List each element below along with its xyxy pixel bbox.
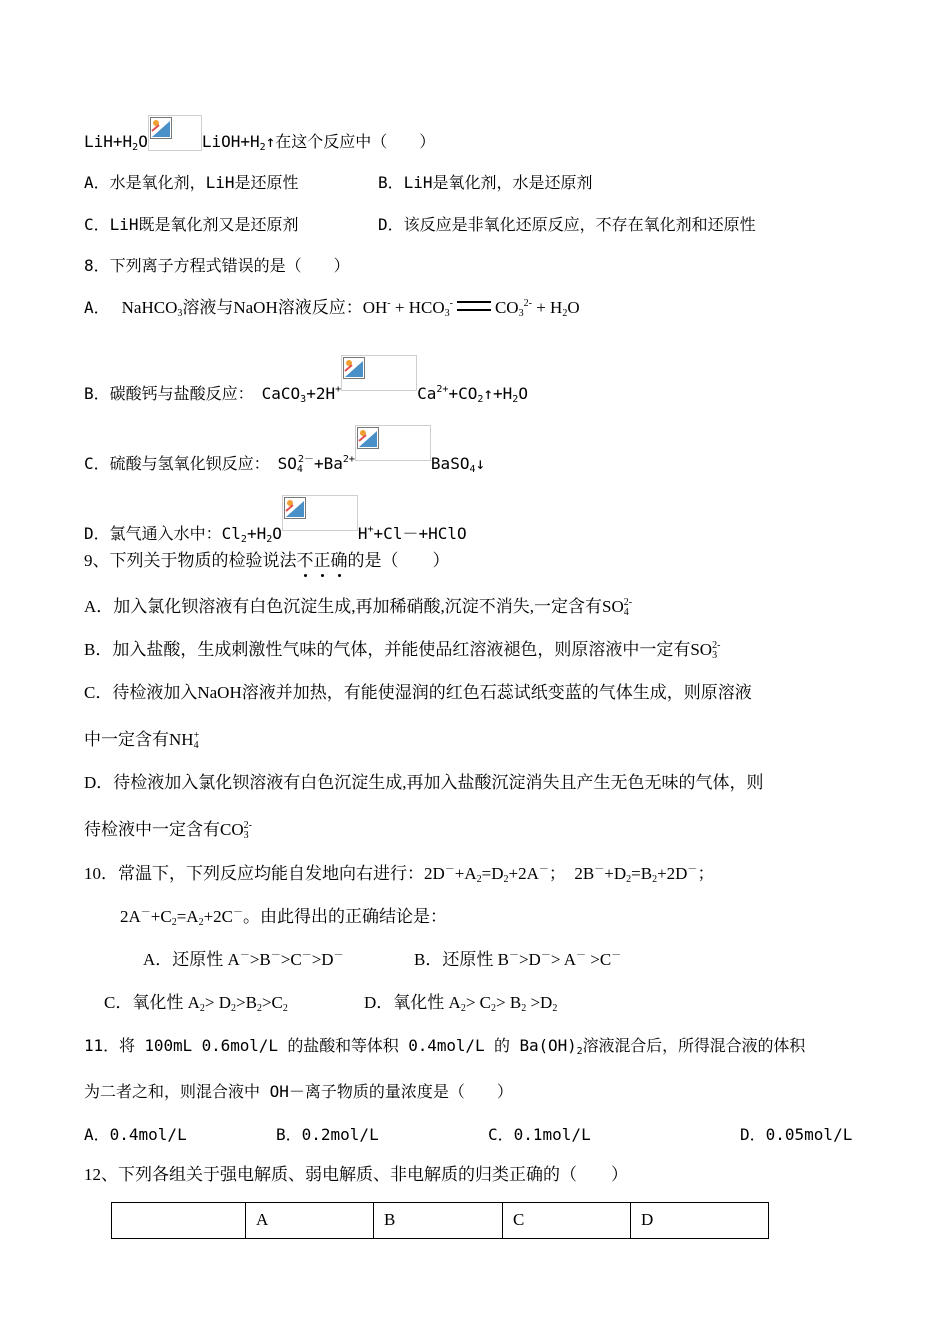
table-header-cell: A (246, 1203, 374, 1239)
q7-option-c: C．LiH既是氧化剂又是还原剂 (84, 215, 299, 234)
q9-option-d-line2: 待检液中一定含有$CO_3^{2-}$ (84, 820, 252, 841)
table-row (112, 1203, 769, 1239)
q11-stem-line1: 11．将 100mL 0.6mol/L 的盐酸和等体积 0.4mol/L 的 $Ba(OH)_2$溶液混合后，所得混合液的体积 (84, 1036, 806, 1057)
equals-sign-icon (457, 301, 491, 311)
q7-option-a: A．水是氧化剂，LiH是还原性 (84, 173, 299, 192)
reaction-arrow-image-icon (341, 355, 417, 391)
q11-stem-line2: 为二者之和，则混合液中 OH－离子物质的量浓度是（ ） (84, 1082, 513, 1101)
q8-stem: 8．下列离子方程式错误的是（ ） (84, 256, 350, 275)
q10-option-d: D．氧化性 $A_2> C_2> B_2 >D_2$ (364, 993, 558, 1014)
reaction-arrow-image-icon (355, 425, 431, 461)
q9-option-b: B．加入盐酸，生成刺激性气味的气体，并能使品红溶液褪色，则原溶液中一定有$SO_3^{2-}$ (84, 640, 721, 661)
q12-table (111, 1202, 769, 1239)
q9-stem: 9、下列关于物质的检验说法不正确 的是（ ） (84, 550, 450, 572)
q7-equation: $LiH+H_2O$ $LiOH+H_2↑$在这个反应中（ ） (84, 115, 435, 153)
q10-stem-line1: 10．常温下，下列反应均能自发地向右进行：$2D^-+A_2=D_2+2A^-$； $2B^-+D_2=B_2+2D^-$； (84, 864, 715, 885)
q9-option-c-line1: C．待检液加入NaOH溶液并加热，有能使湿润的红色石蕊试纸变蓝的气体生成，则原溶液 (84, 683, 752, 702)
q11-option-c: C．0.1mol/L (488, 1125, 591, 1144)
table-header-cell: B (374, 1203, 503, 1239)
q10-option-b: B．还原性 B－>D－> A－ >C－ (414, 950, 622, 969)
q7-option-d: D．该反应是非氧化还原反应，不存在氧化剂和还原性 (378, 215, 756, 234)
table-header-cell: D (631, 1203, 769, 1239)
q12-stem: 12、下列各组关于强电解质、弱电解质、非电解质的归类正确的（ ） (84, 1165, 628, 1184)
q11-option-a: A．0.4mol/L (84, 1125, 187, 1144)
q9-option-a: A．加入氯化钡溶液有白色沉淀生成,再加稀硝酸,沉淀不消失,一定含有$SO_4^{2-}$ (84, 597, 633, 618)
reaction-arrow-image-icon (282, 495, 358, 531)
q7-option-b: B．LiH是氧化剂，水是还原剂 (378, 173, 593, 192)
q11-option-b: B．0.2mol/L (276, 1125, 379, 1144)
q11-option-d: D．0.05mol/L (740, 1125, 853, 1144)
q8-option-c: C．硫酸与氢氧化钡反应： $SO_4^{2-}+Ba^{2+}$ BaSO$_4$↓ (84, 425, 485, 475)
q8-option-d: D．氯气通入水中：$Cl_2+H_2O$ H++Cl－+HClO (84, 495, 467, 545)
table-header-cell (112, 1203, 246, 1239)
q9-option-d-line1: D．待检液加入氯化钡溶液有白色沉淀生成,再加入盐酸沉淀消失且产生无色无味的气体，则 (84, 773, 764, 792)
q9-option-c-line2: 中一定含有$NH_4^+$ (84, 730, 200, 751)
q8-option-b: B．碳酸钙与盐酸反应： CaCO$_3$+2H+ $Ca^{2+}+CO_2↑+H_2O$ (84, 355, 528, 405)
q8-option-a: A． NaHCO$_3$溶液与NaOH溶液反应：$OH^- + HCO_3^-$ $CO_3^{2-} + H_2O$ (84, 298, 580, 319)
table-header-cell: C (503, 1203, 631, 1239)
emphasis-text: 不正确 (297, 551, 348, 570)
q10-option-c: C．氧化性 $A_2> D_2>B_2>C_2$ (104, 993, 288, 1014)
q10-option-a: A．还原性 A－>B－>C－>D－ (143, 950, 344, 969)
reaction-arrow-image-icon (148, 115, 202, 151)
q10-stem-line2: $2A^-+C_2=A_2+2C^-$。由此得出的正确结论是： (120, 907, 448, 928)
